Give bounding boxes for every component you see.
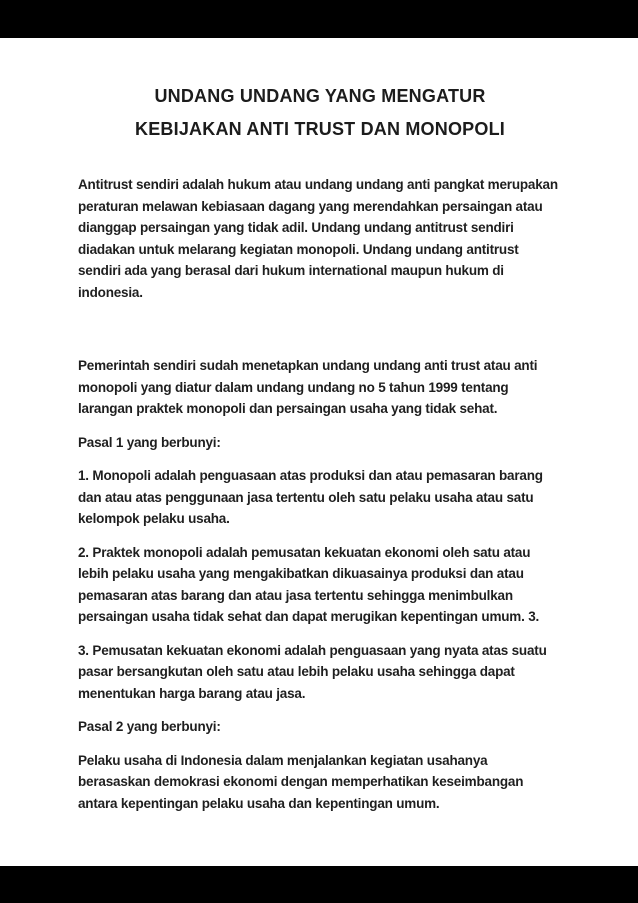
paragraph-intro: Antitrust sendiri adalah hukum atau undang undang anti pangkat merupakan peraturan melawan kebiasaan dagang yang merendahkan persaingan atau dianggap persaingan yang tidak adil. Undang undang antitrust sendiri diadakan untuk melarang kegiatan monopoli. Undang undang antitrust sendiri ada yang berasal dari hukum international maupun hukum di indonesia. <box>78 177 558 300</box>
paragraph-pasal-1-item-3: 3. Pemusatan kekuatan ekonomi adalah penguasaan yang nyata atas suatu pasar bersangkutan oleh satu atau lebih pelaku usaha sehingga dapat menentukan harga barang atau jasa. <box>78 642 547 701</box>
bottom-frame-bar <box>0 866 638 903</box>
paragraph-pemerintah: Pemerintah sendiri sudah menetapkan undang undang anti trust atau anti monopoli yang diatur dalam undang undang no 5 tahun 1999 tentang larangan praktek monopoli dan persaingan usaha yang tidak sehat. <box>78 358 538 416</box>
paragraph-pasal-2-heading: Pasal 2 yang berbunyi: <box>78 719 221 734</box>
paragraph-pasal-1-item-1: 1. Monopoli adalah penguasaan atas produksi dan atau pemasaran barang dan atau atas penggunaan jasa tertentu oleh satu pelaku usaha atau satu kelompok pelaku usaha. <box>78 468 543 526</box>
title-line-2: KEBIJAKAN ANTI TRUST DAN MONOPOLI <box>135 119 505 139</box>
document-body <box>78 174 562 814</box>
paragraph-pasal-1-item-2: 2. Praktek monopoli adalah pemusatan kekuatan ekonomi oleh satu atau lebih pelaku usaha yang mengakibatkan dikuasainya produksi dan atau pemasaran atas barang dan atau jasa tertentu sehingga menimbulkan persaingan usaha tidak sehat dan dapat merugikan kepentingan umum. 3. <box>78 544 540 624</box>
document-page <box>0 38 638 866</box>
paragraph-pasal-1-heading: Pasal 1 yang berbunyi: <box>78 434 221 450</box>
title-line-1: UNDANG UNDANG YANG MENGATUR <box>154 86 486 106</box>
top-frame-bar <box>0 0 638 38</box>
paragraph-pasal-2-body: Pelaku usaha di Indonesia dalam menjalankan kegiatan usahanya berasaskan demokrasi ekonomi dengan memperhatikan keseimbangan antara kepentingan pelaku usaha dan kepentingan umum. <box>78 752 524 811</box>
document-title <box>78 80 562 146</box>
